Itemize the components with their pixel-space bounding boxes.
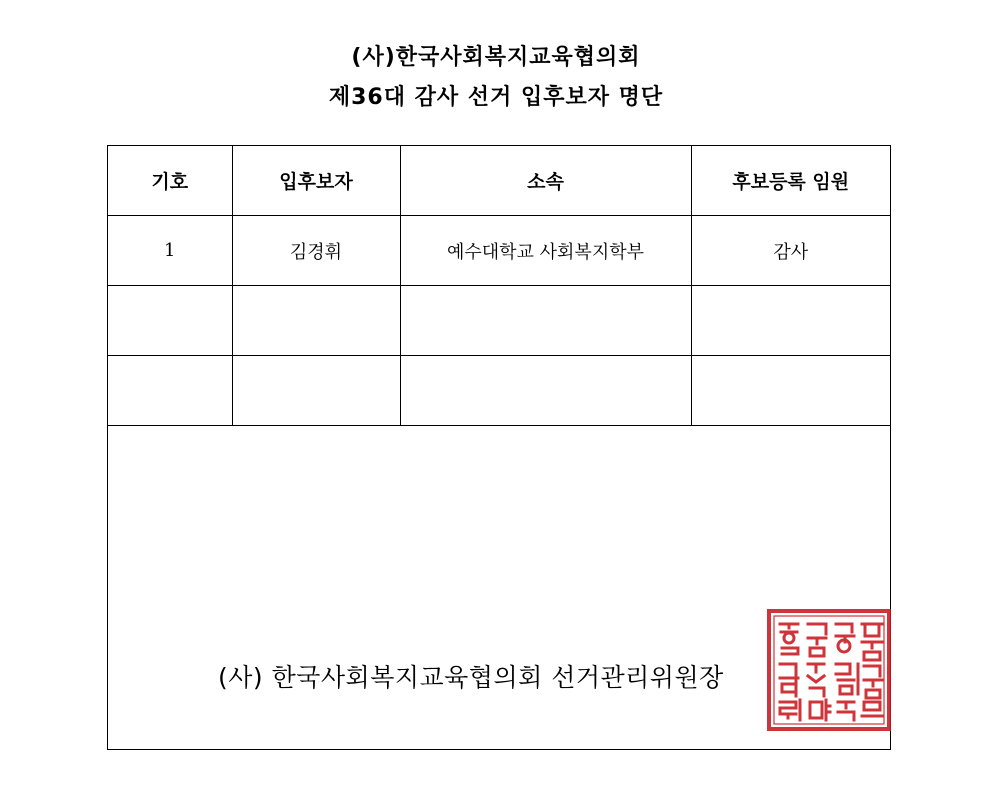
cell-candidate xyxy=(232,286,400,356)
document-title: 제36대 감사 선거 입후보자 명단 xyxy=(328,85,664,110)
cell-affiliation xyxy=(400,286,691,356)
cell-number xyxy=(108,286,232,356)
organization-title: (사)한국사회복지교육협의회 xyxy=(351,45,641,70)
candidate-sheet xyxy=(107,145,891,750)
issuer-signature-line: (사) 한국사회복지교육협의회 선거관리위원장 xyxy=(218,663,724,692)
table-row xyxy=(108,286,890,356)
column-header-number: 기호 xyxy=(108,146,232,216)
table-row xyxy=(108,216,890,286)
cell-position: 감사 xyxy=(691,216,890,286)
cell-number: 1 xyxy=(108,216,232,286)
cell-position xyxy=(691,286,890,356)
column-header-position: 후보등록 임원 xyxy=(691,146,890,216)
candidate-table xyxy=(108,146,890,426)
column-header-candidate: 입후보자 xyxy=(232,146,400,216)
cell-number xyxy=(108,356,232,426)
cell-affiliation xyxy=(400,356,691,426)
column-header-affiliation: 소속 xyxy=(400,146,691,216)
official-seal-stamp xyxy=(766,608,892,732)
cell-candidate xyxy=(232,356,400,426)
cell-affiliation: 예수대학교 사회복지학부 xyxy=(400,216,691,286)
table-header-row xyxy=(108,146,890,216)
table-row xyxy=(108,356,890,426)
document-header xyxy=(0,38,992,118)
cell-position xyxy=(691,356,890,426)
cell-candidate: 김경휘 xyxy=(232,216,400,286)
